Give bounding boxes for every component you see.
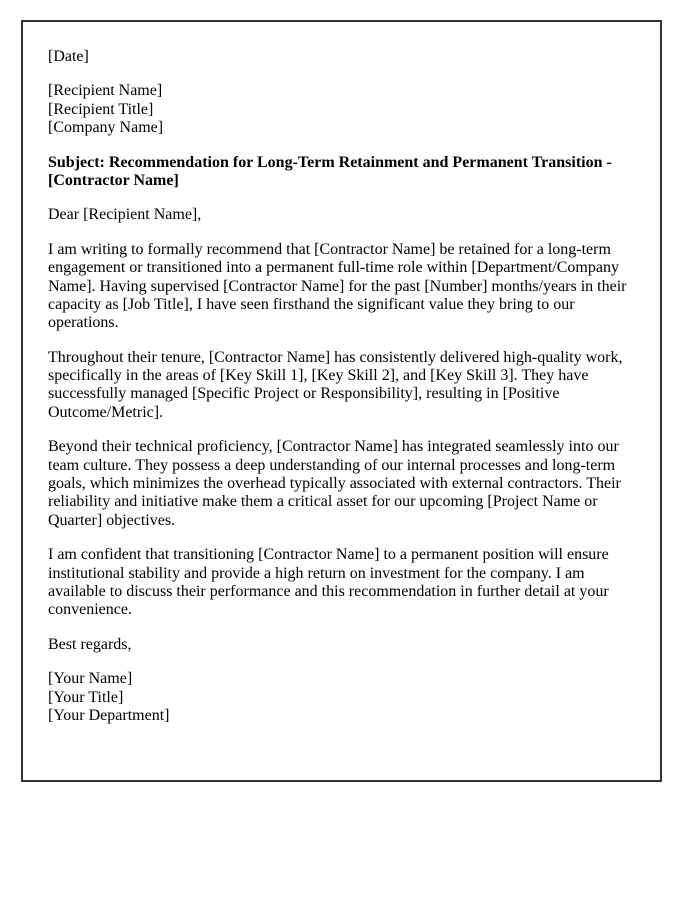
recipient-name: [Recipient Name] — [48, 82, 163, 100]
sender-department: [Your Department] — [48, 706, 170, 724]
company-name: [Company Name] — [48, 119, 164, 137]
date-line: [Date] — [48, 48, 89, 65]
sender-title: [Your Title] — [48, 688, 124, 706]
recipient-title: [Recipient Title] — [48, 100, 154, 118]
closing-line: Best regards, — [48, 635, 132, 653]
recipient-block — [48, 82, 637, 137]
sender-name: [Your Name] — [48, 670, 133, 688]
salutation: Dear [Recipient Name], — [48, 206, 202, 224]
paragraph-introduction: I am writing to formally recommend that [Contractor Name] be retained for a long-term engagement or transitioned into a permanent full-time role within [Department/Company Name]. Having supervised [Contractor Name] for the past [Number] months/years in their capacity as [Job Title], I have seen firsthand the significant value they bring to our operations. — [48, 240, 627, 332]
subject-line: Subject: Recommendation for Long-Term Retainment and Permanent Transition - [Contractor Name] — [48, 153, 612, 189]
letter-page — [21, 20, 662, 782]
signature-block — [48, 670, 637, 725]
paragraph-confidence: I am confident that transitioning [Contractor Name] to a permanent position will ensure institutional stability and provide a high return on investment for the company. I am available to discuss their performance and this recommendation in further detail at your convenience. — [48, 546, 609, 619]
paragraph-tenure: Throughout their tenure, [Contractor Name] has consistently delivered high-quality work, specifically in the areas of [Key Skill 1], [Key Skill 2], and [Key Skill 3]. They have successfully managed [Specific Project or Responsibility], resulting in [Positive Outcome/Metric]. — [48, 348, 623, 421]
paragraph-team-culture: Beyond their technical proficiency, [Contractor Name] has integrated seamlessly into our team culture. They possess a deep understanding of our internal processes and long-term goals, which minimizes the overhead typically associated with external contractors. Their reliability and initiative make them a critical asset for our upcoming [Project Name or Quarter] objectives. — [48, 438, 621, 529]
